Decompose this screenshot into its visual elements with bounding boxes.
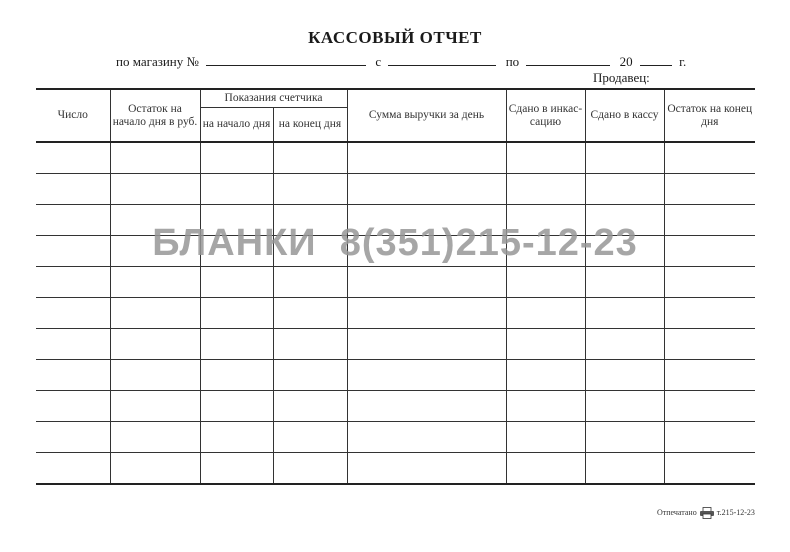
table-cell[interactable]: [506, 298, 585, 329]
table-row: [36, 174, 755, 205]
table-cell[interactable]: [273, 174, 347, 205]
printed-label: Отпечатано: [657, 507, 697, 517]
table-cell[interactable]: [200, 298, 273, 329]
table-cell[interactable]: [36, 453, 110, 485]
header-day: Число: [36, 89, 110, 142]
table-cell[interactable]: [110, 174, 200, 205]
table-cell[interactable]: [273, 142, 347, 174]
table-cell[interactable]: [273, 391, 347, 422]
table-cell[interactable]: [506, 174, 585, 205]
table-cell[interactable]: [506, 267, 585, 298]
table-cell[interactable]: [200, 422, 273, 453]
table-cell[interactable]: [273, 360, 347, 391]
year-label: 20: [619, 54, 633, 69]
table-cell[interactable]: [110, 329, 200, 360]
date-to-field[interactable]: [526, 54, 610, 66]
date-from-field[interactable]: [388, 54, 496, 66]
table-cell[interactable]: [110, 142, 200, 174]
header-counter-end: на конец дня: [273, 108, 347, 143]
table-row: [36, 453, 755, 485]
header-counter-start: на начало дня: [200, 108, 273, 143]
table-cell[interactable]: [664, 174, 755, 205]
table-cell[interactable]: [347, 360, 506, 391]
table-cell[interactable]: [664, 453, 755, 485]
table-cell[interactable]: [506, 329, 585, 360]
table-cell[interactable]: [347, 267, 506, 298]
table-cell[interactable]: [36, 422, 110, 453]
year-field[interactable]: [640, 54, 672, 66]
store-label: по магазину №: [116, 54, 199, 69]
header-collected: Сдано в инкас-сацию: [506, 89, 585, 142]
table-cell[interactable]: [36, 329, 110, 360]
table-cell[interactable]: [200, 267, 273, 298]
table-cell[interactable]: [585, 298, 664, 329]
table-row: [36, 422, 755, 453]
table-cell[interactable]: [36, 267, 110, 298]
watermark: БЛАНКИ 8(351)215-12-23: [152, 222, 638, 264]
table-cell[interactable]: [110, 267, 200, 298]
table-row: [36, 360, 755, 391]
table-row: [36, 329, 755, 360]
printer-phone: т.215-12-23: [716, 507, 755, 517]
printer-footer: [657, 507, 755, 519]
printer-icon: [699, 508, 717, 517]
table-cell[interactable]: [664, 267, 755, 298]
seller-label: Продавец:: [593, 70, 650, 85]
table-cell[interactable]: [347, 422, 506, 453]
table-cell[interactable]: [347, 329, 506, 360]
table-cell[interactable]: [110, 422, 200, 453]
table-cell[interactable]: [585, 422, 664, 453]
header-to-cashbox: Сдано в кассу: [585, 89, 664, 142]
table-cell[interactable]: [347, 174, 506, 205]
table-cell[interactable]: [585, 360, 664, 391]
table-cell[interactable]: [506, 360, 585, 391]
table-cell[interactable]: [347, 298, 506, 329]
table-cell[interactable]: [506, 453, 585, 485]
table-cell[interactable]: [664, 142, 755, 174]
table-cell[interactable]: [585, 329, 664, 360]
table-cell[interactable]: [664, 391, 755, 422]
table-cell[interactable]: [664, 422, 755, 453]
table-cell[interactable]: [273, 329, 347, 360]
table-cell[interactable]: [200, 142, 273, 174]
document-title: КАССОВЫЙ ОТЧЕТ: [308, 28, 482, 47]
year-suffix: г.: [679, 54, 687, 69]
table-row: [36, 391, 755, 422]
to-label: по: [505, 54, 520, 69]
table-cell[interactable]: [36, 142, 110, 174]
table-cell[interactable]: [110, 298, 200, 329]
header-closing-balance: Остаток на конец дня: [664, 89, 755, 142]
table-cell[interactable]: [664, 329, 755, 360]
table-body: [36, 142, 755, 484]
table-cell[interactable]: [110, 360, 200, 391]
table-cell[interactable]: [36, 360, 110, 391]
table-cell[interactable]: [200, 391, 273, 422]
table-cell[interactable]: [200, 329, 273, 360]
table-cell[interactable]: [506, 422, 585, 453]
from-label: с: [375, 54, 382, 69]
table-cell[interactable]: [110, 391, 200, 422]
table-row: [36, 142, 755, 174]
table-cell[interactable]: [273, 267, 347, 298]
header-counter-group: Показания счетчика: [200, 89, 347, 108]
table-cell[interactable]: [36, 298, 110, 329]
table-cell[interactable]: [347, 453, 506, 485]
table-cell[interactable]: [585, 453, 664, 485]
table-cell[interactable]: [273, 453, 347, 485]
table-cell[interactable]: [585, 391, 664, 422]
table-cell[interactable]: [585, 174, 664, 205]
table-cell[interactable]: [36, 174, 110, 205]
table-cell[interactable]: [273, 298, 347, 329]
table-cell[interactable]: [273, 422, 347, 453]
table-cell[interactable]: [200, 453, 273, 485]
header-opening-balance: Остаток на начало дня в руб.: [110, 89, 200, 142]
table-cell[interactable]: [664, 360, 755, 391]
table-cell[interactable]: [506, 142, 585, 174]
table-cell[interactable]: [36, 391, 110, 422]
report-parameters-line: [116, 54, 686, 70]
table-cell[interactable]: [347, 391, 506, 422]
table-cell[interactable]: [347, 142, 506, 174]
table-cell[interactable]: [110, 453, 200, 485]
table-cell[interactable]: [664, 298, 755, 329]
table-row: [36, 267, 755, 298]
cash-report-table: [36, 88, 755, 485]
header-revenue: Сумма выручки за день: [347, 89, 506, 142]
table-cell[interactable]: [506, 391, 585, 422]
table-cell[interactable]: [200, 360, 273, 391]
table-cell[interactable]: [585, 267, 664, 298]
table-row: [36, 298, 755, 329]
table-cell[interactable]: [200, 174, 273, 205]
store-number-field[interactable]: [206, 54, 366, 66]
table-cell[interactable]: [585, 142, 664, 174]
